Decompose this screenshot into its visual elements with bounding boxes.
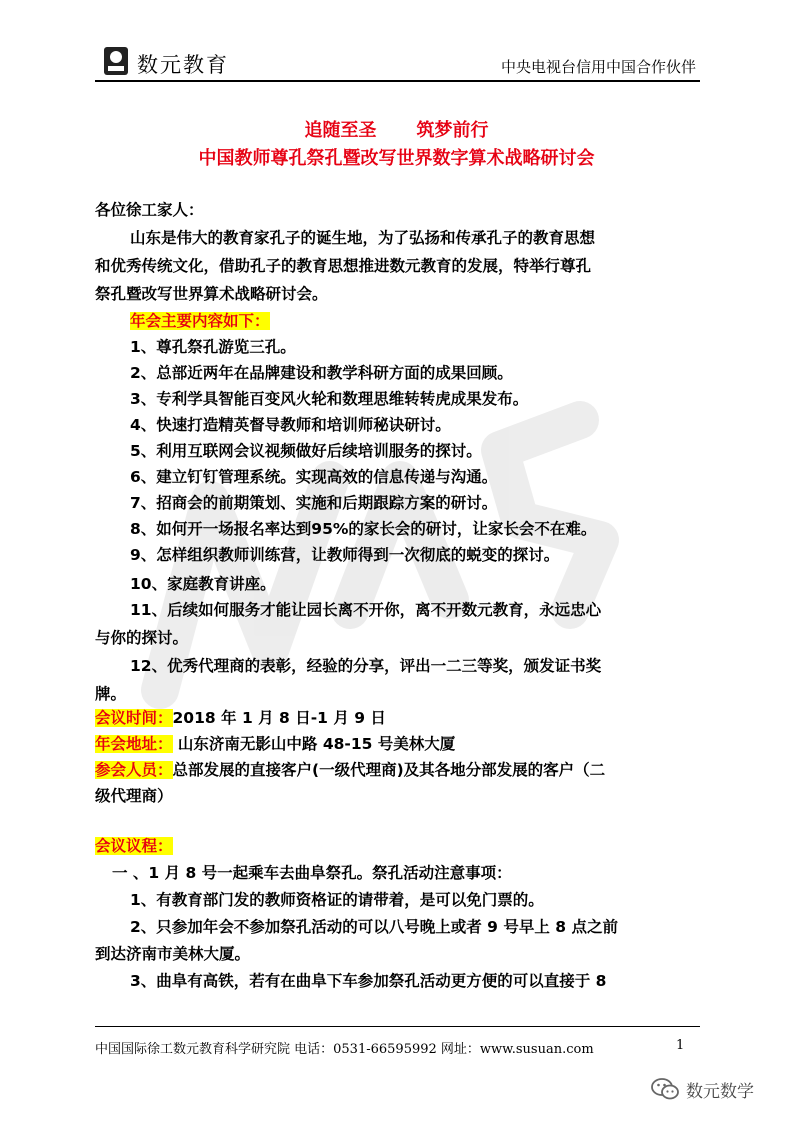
agenda-heading: 会议议程： — [95, 837, 173, 855]
footer-text: 中国国际徐工数元教育科学研究院 电话：0531-66595992 网址：www.susuan.com — [95, 1042, 594, 1057]
title-slogan-b: 筑梦前行 — [416, 120, 489, 141]
list-item-11a: 11、后续如何服务才能让园长离不开你，离不开数元教育，永远忠心 — [130, 601, 602, 619]
people-value: 总部发展的直接客户(一级代理商)及其各地分部发展的客户（二 — [172, 761, 606, 779]
intro-line-1: 山东是伟大的教育家孔子的诞生地，为了弘扬和传承孔子的教育思想 — [130, 229, 596, 247]
intro-line-3: 祭孔暨改写世界算术战略研讨会。 — [95, 285, 328, 303]
time-value: 2018 年 1 月 8 日-1 月 9 日 — [172, 709, 386, 727]
agenda-sub-item: 到达济南市美林大厦。 — [95, 945, 251, 963]
list-item: 4、快速打造精英督导教师和培训师秘诀研讨。 — [130, 416, 451, 434]
wechat-account-name: 数元数学 — [686, 1081, 754, 1102]
list-item: 9、怎样组织教师训练营，让教师得到一次彻底的蜕变的探讨。 — [130, 546, 560, 564]
attendees — [95, 758, 605, 780]
time-label: 会议时间： — [95, 709, 173, 727]
list-item-12a: 12、优秀代理商的表彰，经验的分享，评出一二三等奖，颁发证书奖 — [130, 657, 602, 675]
people-label: 参会人员： — [95, 761, 173, 779]
logo-icon — [103, 46, 129, 76]
list-item: 8、如何开一场报名率达到95%的家长会的研讨，让家长会不在难。 — [130, 520, 597, 538]
agenda-item-1: 一 、1 月 8 号一起乘车去曲阜祭孔。祭孔活动注意事项： — [112, 864, 512, 882]
list-item: 2、总部近两年在品牌建设和教学科研方面的成果回顾。 — [130, 364, 513, 382]
list-item: 7、招商会的前期策划、实施和后期跟踪方案的研讨。 — [130, 494, 498, 512]
attendees-cont: 级代理商） — [95, 787, 173, 805]
agenda-sub-item: 1、有教育部门发的教师资格证的请带着，是可以免门票的。 — [130, 891, 544, 909]
partner-text: 中央电视台信用中国合作伙伴 — [500, 58, 696, 76]
footer-divider — [95, 1026, 700, 1027]
page-number: 1 — [676, 1038, 685, 1053]
agenda-sub-item: 2、只参加年会不参加祭孔活动的可以八号晚上或者 9 号早上 8 点之前 — [130, 918, 618, 936]
list-item: 1、尊孔祭孔游览三孔。 — [130, 338, 296, 356]
list-item: 10、家庭教育讲座。 — [130, 575, 276, 593]
intro-line-2: 和优秀传统文化，借助孔子的教育思想推进数元教育的发展，特举行尊孔 — [95, 257, 592, 275]
meeting-time — [95, 706, 386, 728]
wechat-account-mark — [650, 1074, 754, 1104]
salutation: 各位徐工家人： — [95, 201, 204, 219]
list-item: 3、专利学具智能百变风火轮和数理思维转转虎成果发布。 — [130, 390, 529, 408]
list-item: 6、建立钉钉管理系统。实现高效的信息传递与沟通。 — [130, 468, 498, 486]
wechat-icon — [650, 1076, 680, 1102]
list-item-11b: 与你的探讨。 — [95, 629, 189, 647]
title-line-2: 中国教师尊孔祭孔暨改写世界数字算术战略研讨会 — [198, 148, 595, 169]
meeting-address — [95, 732, 455, 754]
logo-text: 数元教育 — [137, 53, 229, 77]
address-label: 年会地址： — [95, 735, 173, 753]
page-header — [95, 42, 700, 82]
title-line-1 — [0, 116, 793, 142]
agenda-sub-item: 3、曲阜有高铁，若有在曲阜下车参加祭孔活动更方便的可以直接于 8 — [130, 972, 607, 990]
title-slogan-a: 追随至圣 — [304, 120, 377, 141]
list-item-12b: 牌。 — [95, 685, 127, 703]
address-value: 山东济南无影山中路 48-15 号美林大厦 — [177, 735, 456, 753]
brand-logo — [103, 46, 243, 76]
list-item: 5、利用互联网会议视频做好后续培训服务的探讨。 — [130, 442, 482, 460]
contents-heading: 年会主要内容如下： — [130, 312, 270, 330]
